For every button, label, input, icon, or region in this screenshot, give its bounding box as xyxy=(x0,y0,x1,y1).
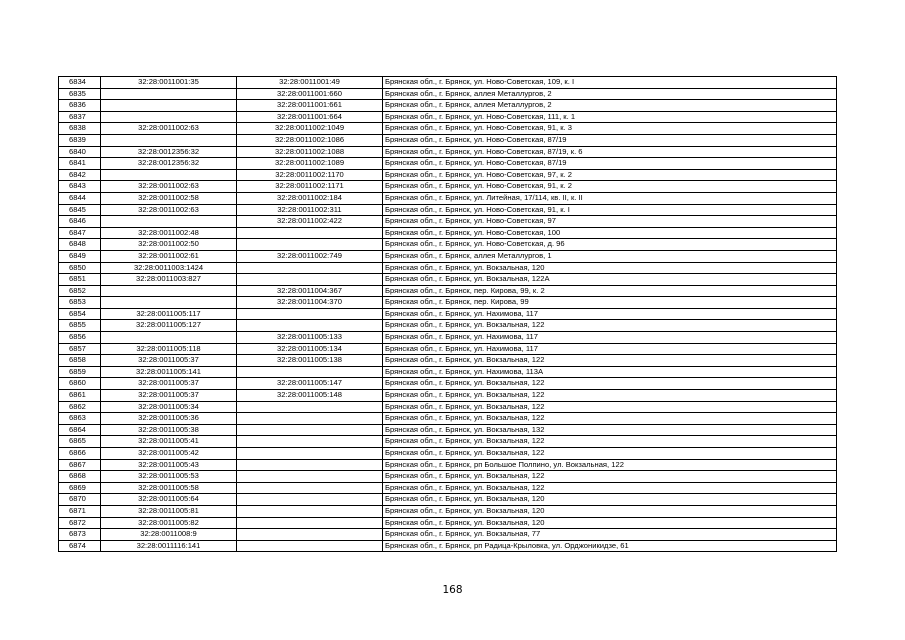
address-cell: Брянская обл., г. Брянск, ул. Вокзальная, 122 xyxy=(383,320,837,332)
object-cadastral-number-cell xyxy=(237,308,383,320)
table-row xyxy=(59,320,837,332)
address-cell: Брянская обл., г. Брянск, ул. Нахимова, 117 xyxy=(383,332,837,344)
table-row xyxy=(59,390,837,402)
cadastral-number-cell: 32:28:0012356:32 xyxy=(101,158,237,170)
row-number-cell: 6840 xyxy=(59,146,101,158)
cadastral-number-cell: 32:28:0011005:117 xyxy=(101,308,237,320)
address-cell: Брянская обл., г. Брянск, ул. Вокзальная, 122 xyxy=(383,355,837,367)
object-cadastral-number-cell: 32:28:0011002:422 xyxy=(237,216,383,228)
cadastral-number-cell: 32:28:0011002:63 xyxy=(101,123,237,135)
address-cell: Брянская обл., г. Брянск, пер. Кирова, 99 xyxy=(383,297,837,309)
row-number-cell: 6843 xyxy=(59,181,101,193)
row-number-cell: 6873 xyxy=(59,529,101,541)
cadastral-number-cell xyxy=(101,285,237,297)
address-cell: Брянская обл., г. Брянск, ул. Ново-Советская, 100 xyxy=(383,227,837,239)
row-number-cell: 6872 xyxy=(59,517,101,529)
row-number-cell: 6867 xyxy=(59,459,101,471)
row-number-cell: 6845 xyxy=(59,204,101,216)
cadastral-number-cell: 32:28:0011005:37 xyxy=(101,355,237,367)
table-row xyxy=(59,448,837,460)
address-cell: Брянская обл., г. Брянск, ул. Ново-Советская, 111, к. 1 xyxy=(383,111,837,123)
address-cell: Брянская обл., г. Брянск, ул. Ново-Советская, 91, к. 2 xyxy=(383,181,837,193)
table-row xyxy=(59,158,837,170)
table-row xyxy=(59,181,837,193)
row-number-cell: 6852 xyxy=(59,285,101,297)
row-number-cell: 6844 xyxy=(59,192,101,204)
table-row xyxy=(59,77,837,89)
cadastral-number-cell: 32:28:0011002:48 xyxy=(101,227,237,239)
address-cell: Брянская обл., г. Брянск, ул. Ново-Советская, 91, к. 3 xyxy=(383,123,837,135)
address-cell: Брянская обл., г. Брянск, ул. Нахимова, 117 xyxy=(383,343,837,355)
table-row xyxy=(59,308,837,320)
address-cell: Брянская обл., г. Брянск, ул. Ново-Советская, 97, к. 2 xyxy=(383,169,837,181)
table-row xyxy=(59,239,837,251)
row-number-cell: 6866 xyxy=(59,448,101,460)
cadastral-number-cell: 32:28:0011005:53 xyxy=(101,471,237,483)
cadastral-number-cell xyxy=(101,297,237,309)
cadastral-number-cell: 32:28:0011005:58 xyxy=(101,482,237,494)
row-number-cell: 6841 xyxy=(59,158,101,170)
object-cadastral-number-cell xyxy=(237,274,383,286)
address-cell: Брянская обл., г. Брянск, ул. Вокзальная, 120 xyxy=(383,505,837,517)
object-cadastral-number-cell: 32:28:0011002:1086 xyxy=(237,134,383,146)
table-row xyxy=(59,88,837,100)
address-cell: Брянская обл., г. Брянск, ул. Ново-Советская, д. 96 xyxy=(383,239,837,251)
table-row xyxy=(59,134,837,146)
object-cadastral-number-cell xyxy=(237,471,383,483)
cadastral-number-cell: 32:28:0011008:9 xyxy=(101,529,237,541)
row-number-cell: 6838 xyxy=(59,123,101,135)
object-cadastral-number-cell xyxy=(237,459,383,471)
object-cadastral-number-cell xyxy=(237,529,383,541)
object-cadastral-number-cell: 32:28:0011001:49 xyxy=(237,77,383,89)
table-row xyxy=(59,192,837,204)
cadastral-number-cell xyxy=(101,134,237,146)
table-row xyxy=(59,529,837,541)
address-cell: Брянская обл., г. Брянск, ул. Вокзальная, 122 xyxy=(383,482,837,494)
row-number-cell: 6869 xyxy=(59,482,101,494)
row-number-cell: 6865 xyxy=(59,436,101,448)
cadastral-table xyxy=(58,76,837,552)
object-cadastral-number-cell xyxy=(237,494,383,506)
object-cadastral-number-cell: 32:28:0011002:1170 xyxy=(237,169,383,181)
object-cadastral-number-cell xyxy=(237,262,383,274)
table-row xyxy=(59,274,837,286)
object-cadastral-number-cell xyxy=(237,424,383,436)
address-cell: Брянская обл., г. Брянск, ул. Вокзальная, 77 xyxy=(383,529,837,541)
row-number-cell: 6858 xyxy=(59,355,101,367)
address-cell: Брянская обл., г. Брянск, ул. Вокзальная, 122 xyxy=(383,413,837,425)
address-cell: Брянская обл., г. Брянск, ул. Вокзальная, 122 xyxy=(383,378,837,390)
row-number-cell: 6855 xyxy=(59,320,101,332)
row-number-cell: 6861 xyxy=(59,390,101,402)
address-cell: Брянская обл., г. Брянск, ул. Вокзальная, 132 xyxy=(383,424,837,436)
address-cell: Брянская обл., г. Брянск, ул. Ново-Советская, 97 xyxy=(383,216,837,228)
row-number-cell: 6848 xyxy=(59,239,101,251)
cadastral-number-cell xyxy=(101,169,237,181)
cadastral-number-cell: 32:28:0011005:38 xyxy=(101,424,237,436)
object-cadastral-number-cell: 32:28:0011001:664 xyxy=(237,111,383,123)
address-cell: Брянская обл., г. Брянск, ул. Вокзальная, 120 xyxy=(383,262,837,274)
object-cadastral-number-cell: 32:28:0011005:133 xyxy=(237,332,383,344)
table-row xyxy=(59,505,837,517)
cadastral-number-cell xyxy=(101,111,237,123)
address-cell: Брянская обл., г. Брянск, ул. Ново-Советская, 91, к. I xyxy=(383,204,837,216)
table-row xyxy=(59,332,837,344)
object-cadastral-number-cell: 32:28:0011002:184 xyxy=(237,192,383,204)
object-cadastral-number-cell: 32:28:0011005:138 xyxy=(237,355,383,367)
address-cell: Брянская обл., г. Брянск, ул. Вокзальная, 122 xyxy=(383,401,837,413)
address-cell: Брянская обл., г. Брянск, ул. Литейная, 17/114, кв. II, к. II xyxy=(383,192,837,204)
table-row xyxy=(59,436,837,448)
table-row xyxy=(59,355,837,367)
cadastral-number-cell: 32:28:0011005:36 xyxy=(101,413,237,425)
cadastral-number-cell xyxy=(101,332,237,344)
address-cell: Брянская обл., г. Брянск, рп Радица-Крыловка, ул. Орджоникидзе, 61 xyxy=(383,540,837,552)
address-cell: Брянская обл., г. Брянск, ул. Нахимова, 113А xyxy=(383,366,837,378)
address-cell: Брянская обл., г. Брянск, ул. Ново-Советская, 87/19 xyxy=(383,134,837,146)
object-cadastral-number-cell xyxy=(237,517,383,529)
cadastral-number-cell: 32:28:0011002:63 xyxy=(101,204,237,216)
row-number-cell: 6836 xyxy=(59,100,101,112)
cadastral-number-cell: 32:28:0011003:1424 xyxy=(101,262,237,274)
row-number-cell: 6842 xyxy=(59,169,101,181)
row-number-cell: 6846 xyxy=(59,216,101,228)
table-row xyxy=(59,285,837,297)
table-body xyxy=(59,77,837,552)
cadastral-number-cell: 32:28:0011005:37 xyxy=(101,378,237,390)
cadastral-number-cell: 32:28:0011002:50 xyxy=(101,239,237,251)
cadastral-number-cell: 32:28:0012356:32 xyxy=(101,146,237,158)
table-row xyxy=(59,216,837,228)
object-cadastral-number-cell xyxy=(237,448,383,460)
object-cadastral-number-cell xyxy=(237,227,383,239)
page-number: 168 xyxy=(442,584,463,596)
row-number-cell: 6862 xyxy=(59,401,101,413)
cadastral-number-cell: 32:28:0011001:35 xyxy=(101,77,237,89)
cadastral-number-cell: 32:28:0011002:58 xyxy=(101,192,237,204)
table-row xyxy=(59,494,837,506)
object-cadastral-number-cell: 32:28:0011002:749 xyxy=(237,250,383,262)
object-cadastral-number-cell: 32:28:0011005:134 xyxy=(237,343,383,355)
cadastral-number-cell: 32:28:0011116:141 xyxy=(101,540,237,552)
table-row xyxy=(59,517,837,529)
address-cell: Брянская обл., г. Брянск, ул. Ново-Советская, 87/19, к. 6 xyxy=(383,146,837,158)
cadastral-number-cell: 32:28:0011003:827 xyxy=(101,274,237,286)
object-cadastral-number-cell xyxy=(237,401,383,413)
table-row xyxy=(59,540,837,552)
row-number-cell: 6847 xyxy=(59,227,101,239)
table-row xyxy=(59,262,837,274)
address-cell: Брянская обл., г. Брянск, ул. Нахимова, 117 xyxy=(383,308,837,320)
row-number-cell: 6849 xyxy=(59,250,101,262)
address-cell: Брянская обл., г. Брянск, ул. Вокзальная, 122А xyxy=(383,274,837,286)
cadastral-number-cell xyxy=(101,216,237,228)
row-number-cell: 6834 xyxy=(59,77,101,89)
address-cell: Брянская обл., г. Брянск, пер. Кирова, 99, к. 2 xyxy=(383,285,837,297)
object-cadastral-number-cell xyxy=(237,239,383,251)
row-number-cell: 6856 xyxy=(59,332,101,344)
table-row xyxy=(59,250,837,262)
address-cell: Брянская обл., г. Брянск, ул. Ново-Советская, 109, к. I xyxy=(383,77,837,89)
object-cadastral-number-cell xyxy=(237,540,383,552)
table-row xyxy=(59,204,837,216)
table-row xyxy=(59,227,837,239)
cadastral-number-cell: 32:28:0011005:41 xyxy=(101,436,237,448)
table-row xyxy=(59,471,837,483)
row-number-cell: 6859 xyxy=(59,366,101,378)
table-row xyxy=(59,100,837,112)
cadastral-number-cell: 32:28:0011005:43 xyxy=(101,459,237,471)
row-number-cell: 6839 xyxy=(59,134,101,146)
object-cadastral-number-cell: 32:28:0011001:660 xyxy=(237,88,383,100)
object-cadastral-number-cell: 32:28:0011002:311 xyxy=(237,204,383,216)
row-number-cell: 6857 xyxy=(59,343,101,355)
address-cell: Брянская обл., г. Брянск, ул. Вокзальная, 122 xyxy=(383,436,837,448)
object-cadastral-number-cell xyxy=(237,436,383,448)
address-cell: Брянская обл., г. Брянск, рп Большое Полпино, ул. Вокзальная, 122 xyxy=(383,459,837,471)
row-number-cell: 6870 xyxy=(59,494,101,506)
address-cell: Брянская обл., г. Брянск, аллея Металлургов, 1 xyxy=(383,250,837,262)
cadastral-number-cell xyxy=(101,100,237,112)
object-cadastral-number-cell: 32:28:0011002:1088 xyxy=(237,146,383,158)
row-number-cell: 6860 xyxy=(59,378,101,390)
object-cadastral-number-cell xyxy=(237,413,383,425)
row-number-cell: 6864 xyxy=(59,424,101,436)
cadastral-number-cell: 32:28:0011005:42 xyxy=(101,448,237,460)
table-row xyxy=(59,297,837,309)
object-cadastral-number-cell: 32:28:0011004:370 xyxy=(237,297,383,309)
table-row xyxy=(59,413,837,425)
table-row xyxy=(59,169,837,181)
cadastral-number-cell: 32:28:0011002:61 xyxy=(101,250,237,262)
row-number-cell: 6868 xyxy=(59,471,101,483)
row-number-cell: 6853 xyxy=(59,297,101,309)
cadastral-number-cell: 32:28:0011005:34 xyxy=(101,401,237,413)
table-row xyxy=(59,401,837,413)
table-row xyxy=(59,366,837,378)
object-cadastral-number-cell: 32:28:0011005:148 xyxy=(237,390,383,402)
address-cell: Брянская обл., г. Брянск, аллея Металлургов, 2 xyxy=(383,100,837,112)
row-number-cell: 6854 xyxy=(59,308,101,320)
cadastral-number-cell: 32:28:0011002:63 xyxy=(101,181,237,193)
cadastral-number-cell: 32:28:0011005:64 xyxy=(101,494,237,506)
row-number-cell: 6863 xyxy=(59,413,101,425)
object-cadastral-number-cell xyxy=(237,320,383,332)
table-row xyxy=(59,482,837,494)
table-row xyxy=(59,343,837,355)
object-cadastral-number-cell: 32:28:0011004:367 xyxy=(237,285,383,297)
cadastral-number-cell: 32:28:0011005:127 xyxy=(101,320,237,332)
address-cell: Брянская обл., г. Брянск, аллея Металлургов, 2 xyxy=(383,88,837,100)
object-cadastral-number-cell xyxy=(237,482,383,494)
row-number-cell: 6851 xyxy=(59,274,101,286)
cadastral-number-cell: 32:28:0011005:82 xyxy=(101,517,237,529)
object-cadastral-number-cell xyxy=(237,505,383,517)
address-cell: Брянская обл., г. Брянск, ул. Вокзальная, 120 xyxy=(383,494,837,506)
address-cell: Брянская обл., г. Брянск, ул. Ново-Советская, 87/19 xyxy=(383,158,837,170)
object-cadastral-number-cell xyxy=(237,366,383,378)
cadastral-number-cell: 32:28:0011005:37 xyxy=(101,390,237,402)
row-number-cell: 6850 xyxy=(59,262,101,274)
cadastral-number-cell: 32:28:0011005:81 xyxy=(101,505,237,517)
table-row xyxy=(59,146,837,158)
table-row xyxy=(59,123,837,135)
row-number-cell: 6871 xyxy=(59,505,101,517)
object-cadastral-number-cell: 32:28:0011002:1089 xyxy=(237,158,383,170)
table-row xyxy=(59,378,837,390)
cadastral-number-cell: 32:28:0011005:118 xyxy=(101,343,237,355)
table-row xyxy=(59,111,837,123)
object-cadastral-number-cell: 32:28:0011005:147 xyxy=(237,378,383,390)
row-number-cell: 6874 xyxy=(59,540,101,552)
address-cell: Брянская обл., г. Брянск, ул. Вокзальная, 120 xyxy=(383,517,837,529)
row-number-cell: 6835 xyxy=(59,88,101,100)
table-row xyxy=(59,424,837,436)
object-cadastral-number-cell: 32:28:0011002:1049 xyxy=(237,123,383,135)
cadastral-number-cell xyxy=(101,88,237,100)
cadastral-number-cell: 32:28:0011005:141 xyxy=(101,366,237,378)
table-row xyxy=(59,459,837,471)
row-number-cell: 6837 xyxy=(59,111,101,123)
address-cell: Брянская обл., г. Брянск, ул. Вокзальная, 122 xyxy=(383,390,837,402)
address-cell: Брянская обл., г. Брянск, ул. Вокзальная, 122 xyxy=(383,448,837,460)
object-cadastral-number-cell: 32:28:0011002:1171 xyxy=(237,181,383,193)
address-cell: Брянская обл., г. Брянск, ул. Вокзальная, 122 xyxy=(383,471,837,483)
object-cadastral-number-cell: 32:28:0011001:661 xyxy=(237,100,383,112)
